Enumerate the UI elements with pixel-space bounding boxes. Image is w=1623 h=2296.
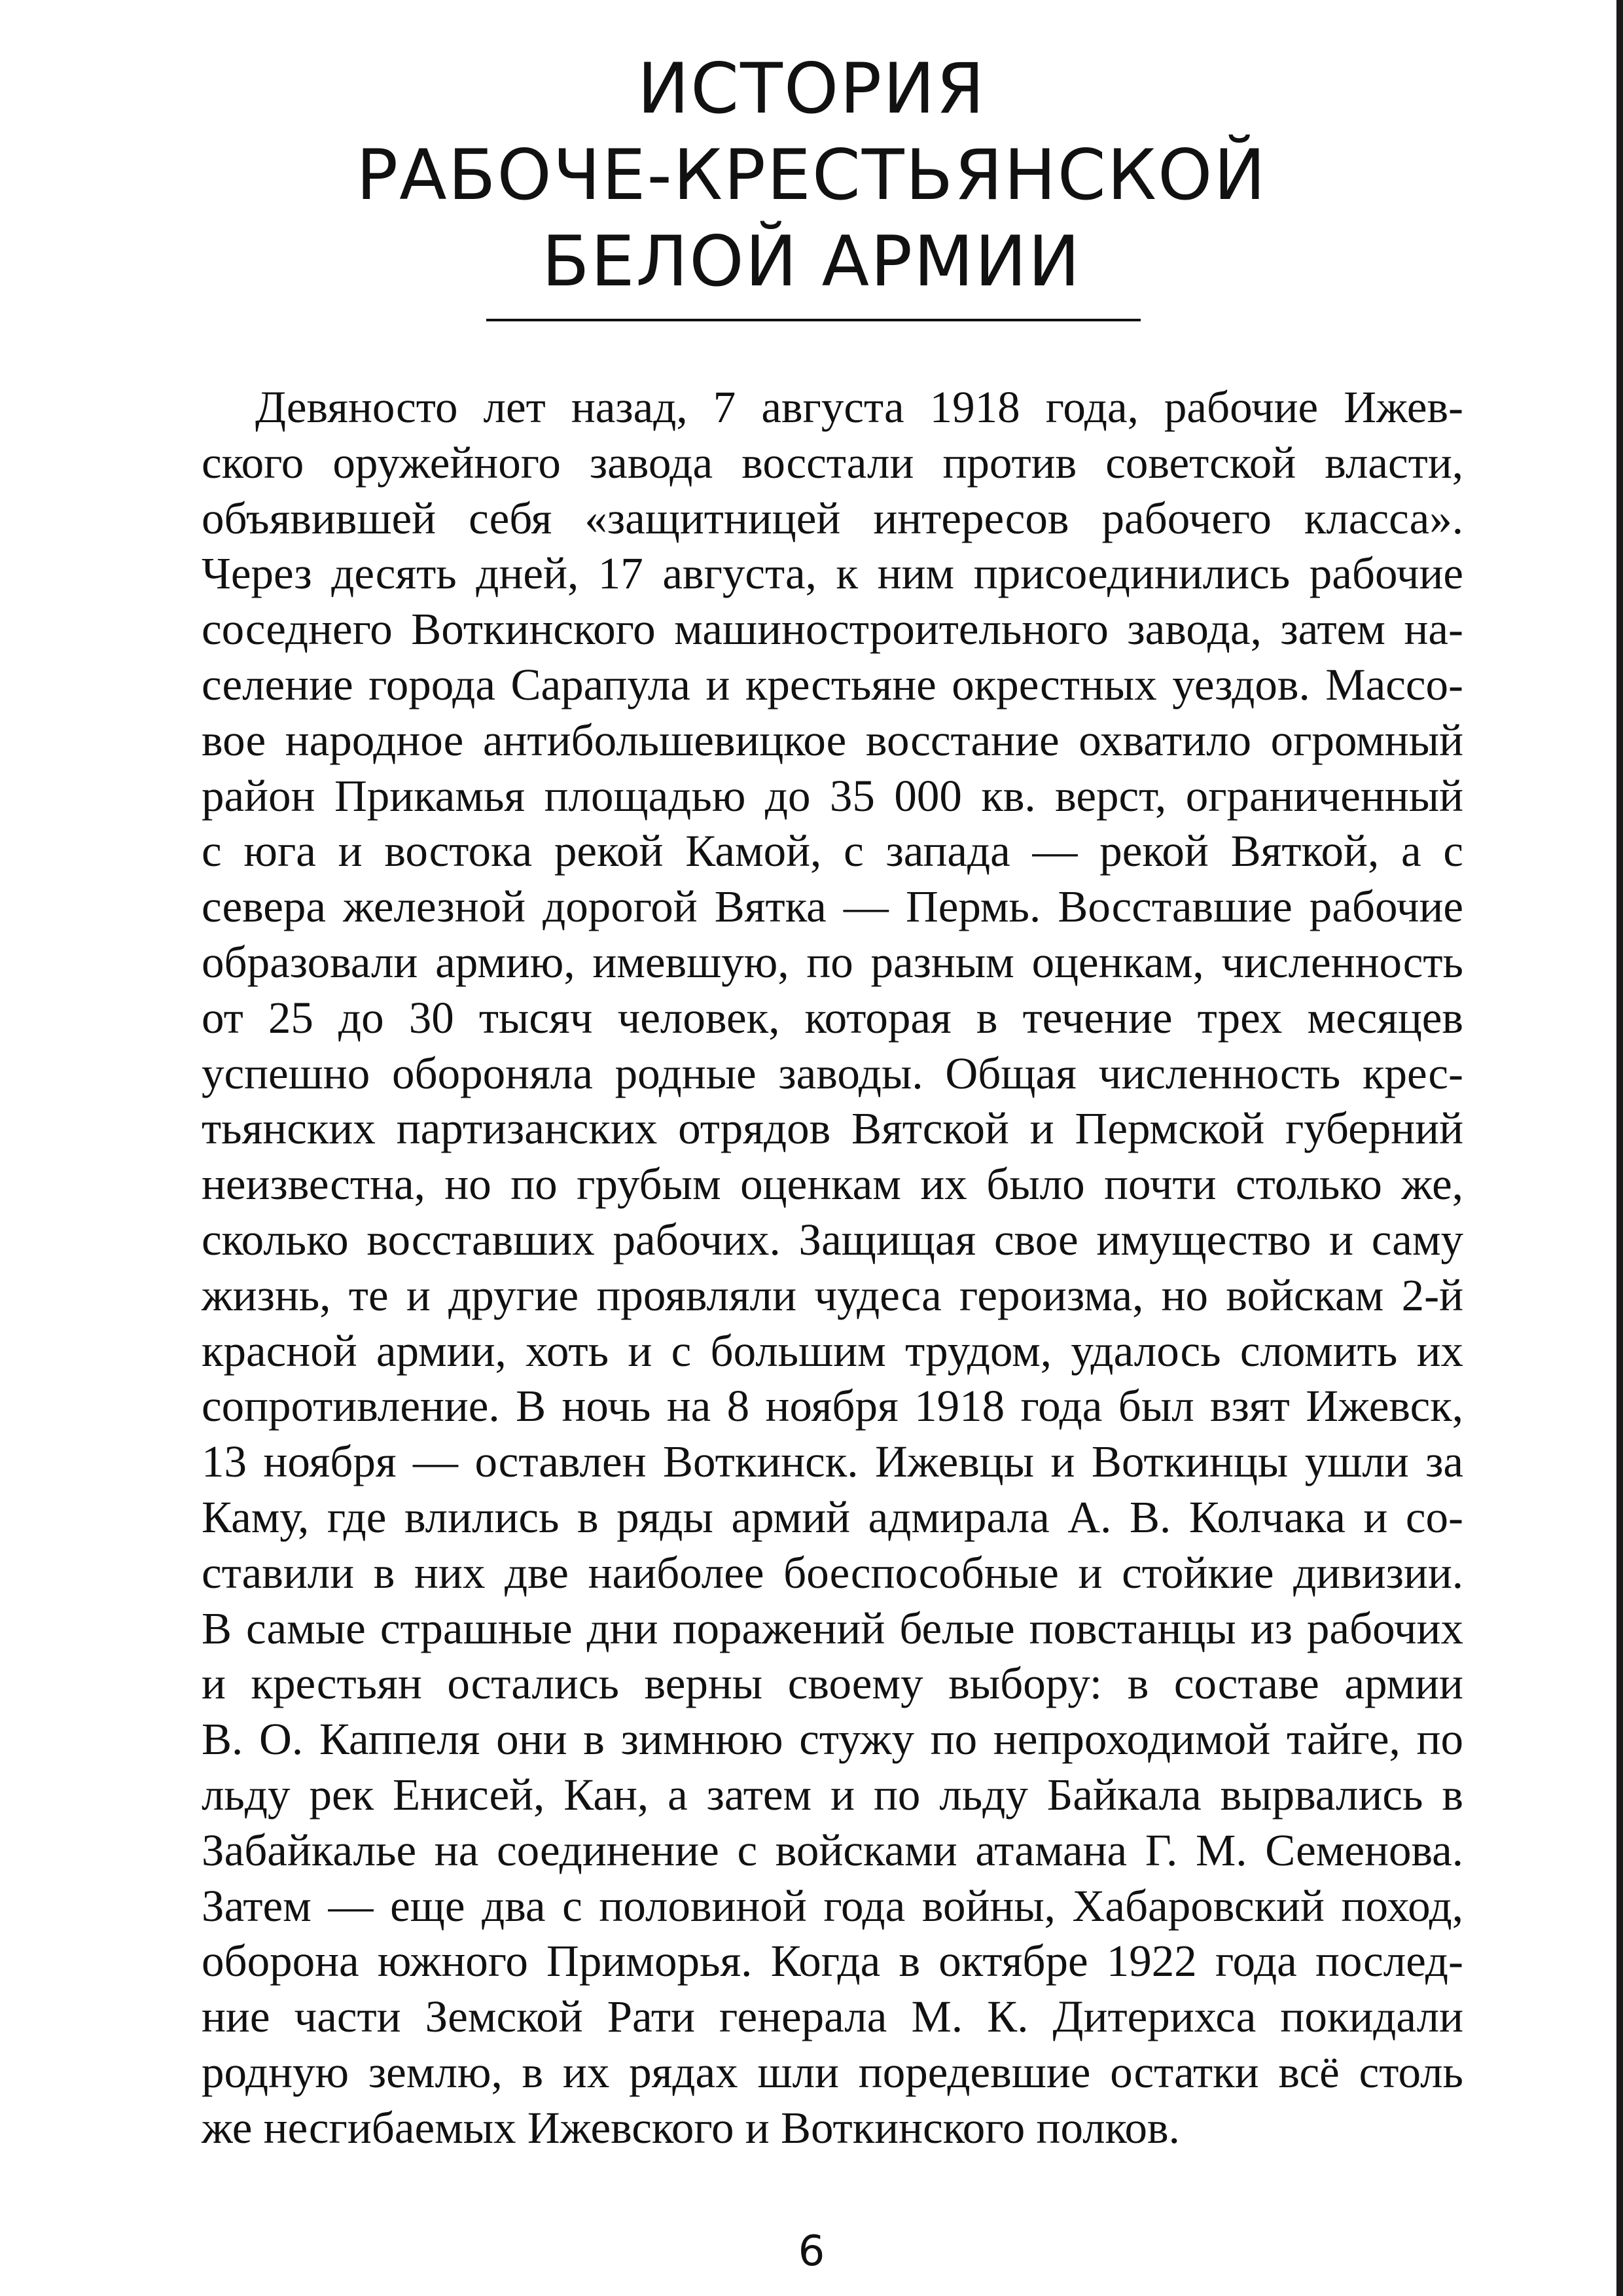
body-line: Через десять дней, 17 августа, к ним присоединились рабочие: [202, 548, 1463, 599]
body-line: объявившей себя «защитницей интересов рабочего класса».: [202, 493, 1463, 543]
page-number: 6: [798, 2227, 825, 2276]
title-divider: [486, 319, 1141, 321]
body-line: ского оружейного завода восстали против советской власти,: [202, 437, 1463, 488]
body-line: район Прикамья площадью до 35 000 кв. верст, ограниченный: [202, 770, 1463, 821]
body-line: красной армии, хоть и с большим трудом, удалось сломить их: [202, 1325, 1463, 1376]
body-line: тьянских партизанских отрядов Вятской и Пермской губерний: [202, 1103, 1463, 1154]
body-line: Каму, где влились в ряды армий адмирала А. В. Колчака и со-: [202, 1492, 1463, 1542]
body-line: соседнего Воткинского машиностроительного завода, затем на-: [202, 604, 1463, 655]
body-line: неизвестна, но по грубым оценкам их было почти столько же,: [202, 1159, 1463, 1210]
body-line: успешно обороняла родные заводы. Общая численность крес-: [202, 1048, 1463, 1098]
body-line: оборона южного Приморья. Когда в октябре 1922 года послед-: [202, 1936, 1463, 1986]
body-line: жизнь, те и другие проявляли чудеса героизма, но войскам 2-й: [202, 1270, 1463, 1320]
body-line: вое народное антибольшевицкое восстание охватило огромный: [202, 715, 1463, 765]
body-line: сколько восставших рабочих. Защищая свое имущество и саму: [202, 1214, 1463, 1265]
body-line: Забайкалье на соединение с войсками атамана Г. М. Семенова.: [202, 1825, 1463, 1875]
body-line: В самые страшные дни поражений белые повстанцы из рабочих: [202, 1603, 1463, 1653]
body-line: Затем — еще два с половиной года войны, Хабаровский поход,: [202, 1880, 1463, 1931]
body-line: от 25 до 30 тысяч человек, которая в течение трех месяцев: [202, 992, 1463, 1043]
chapter-title-line-3: БЕЛОЙ АРМИИ: [541, 221, 1082, 302]
body-line: и крестьян остались верны своему выбору: в составе армии: [202, 1659, 1463, 1709]
body-line: льду рек Енисей, Кан, а затем и по льду Байкала вырвались в: [202, 1769, 1463, 1820]
body-line: селение города Сарапула и крестьяне окрестных уездов. Массо-: [202, 659, 1463, 709]
body-line: севера железной дорогой Вятка — Пермь. Восставшие рабочие: [202, 882, 1463, 932]
body-line: В. О. Каппеля они в зимнюю стужу по непроходимой тайге, по: [202, 1714, 1463, 1765]
body-line: ставили в них две наиболее боеспособные и стойкие дивизии.: [202, 1547, 1463, 1598]
body-line: Девяносто лет назад, 7 августа 1918 года, рабочие Ижев-: [255, 382, 1463, 432]
chapter-title: [0, 46, 1623, 305]
body-line: ние части Земской Рати генерала М. К. Дитерихса покидали: [202, 1992, 1463, 2042]
body-line: с юга и востока рекой Камой, с запада — рекой Вяткой, а с: [202, 826, 1463, 876]
body-line: родную землю, в их рядах шли поредевшие остатки всё столь: [202, 2047, 1463, 2097]
body-line: сопротивление. В ночь на 8 ноября 1918 года был взят Ижевск,: [202, 1381, 1463, 1431]
body-paragraph: [202, 380, 1463, 2156]
chapter-title-line-2: РАБОЧЕ-КРЕСТЬЯНСКОЙ: [356, 135, 1267, 215]
body-line: образовали армию, имевшую, по разным оценкам, численность: [202, 937, 1463, 987]
body-line: же несгибаемых Ижевского и Воткинского полков.: [202, 2102, 1180, 2153]
page-edge-border: [1616, 0, 1623, 2296]
body-line: 13 ноября — оставлен Воткинск. Ижевцы и Воткинцы ушли за: [202, 1437, 1463, 1487]
chapter-title-line-1: ИСТОРИЯ: [637, 48, 986, 129]
